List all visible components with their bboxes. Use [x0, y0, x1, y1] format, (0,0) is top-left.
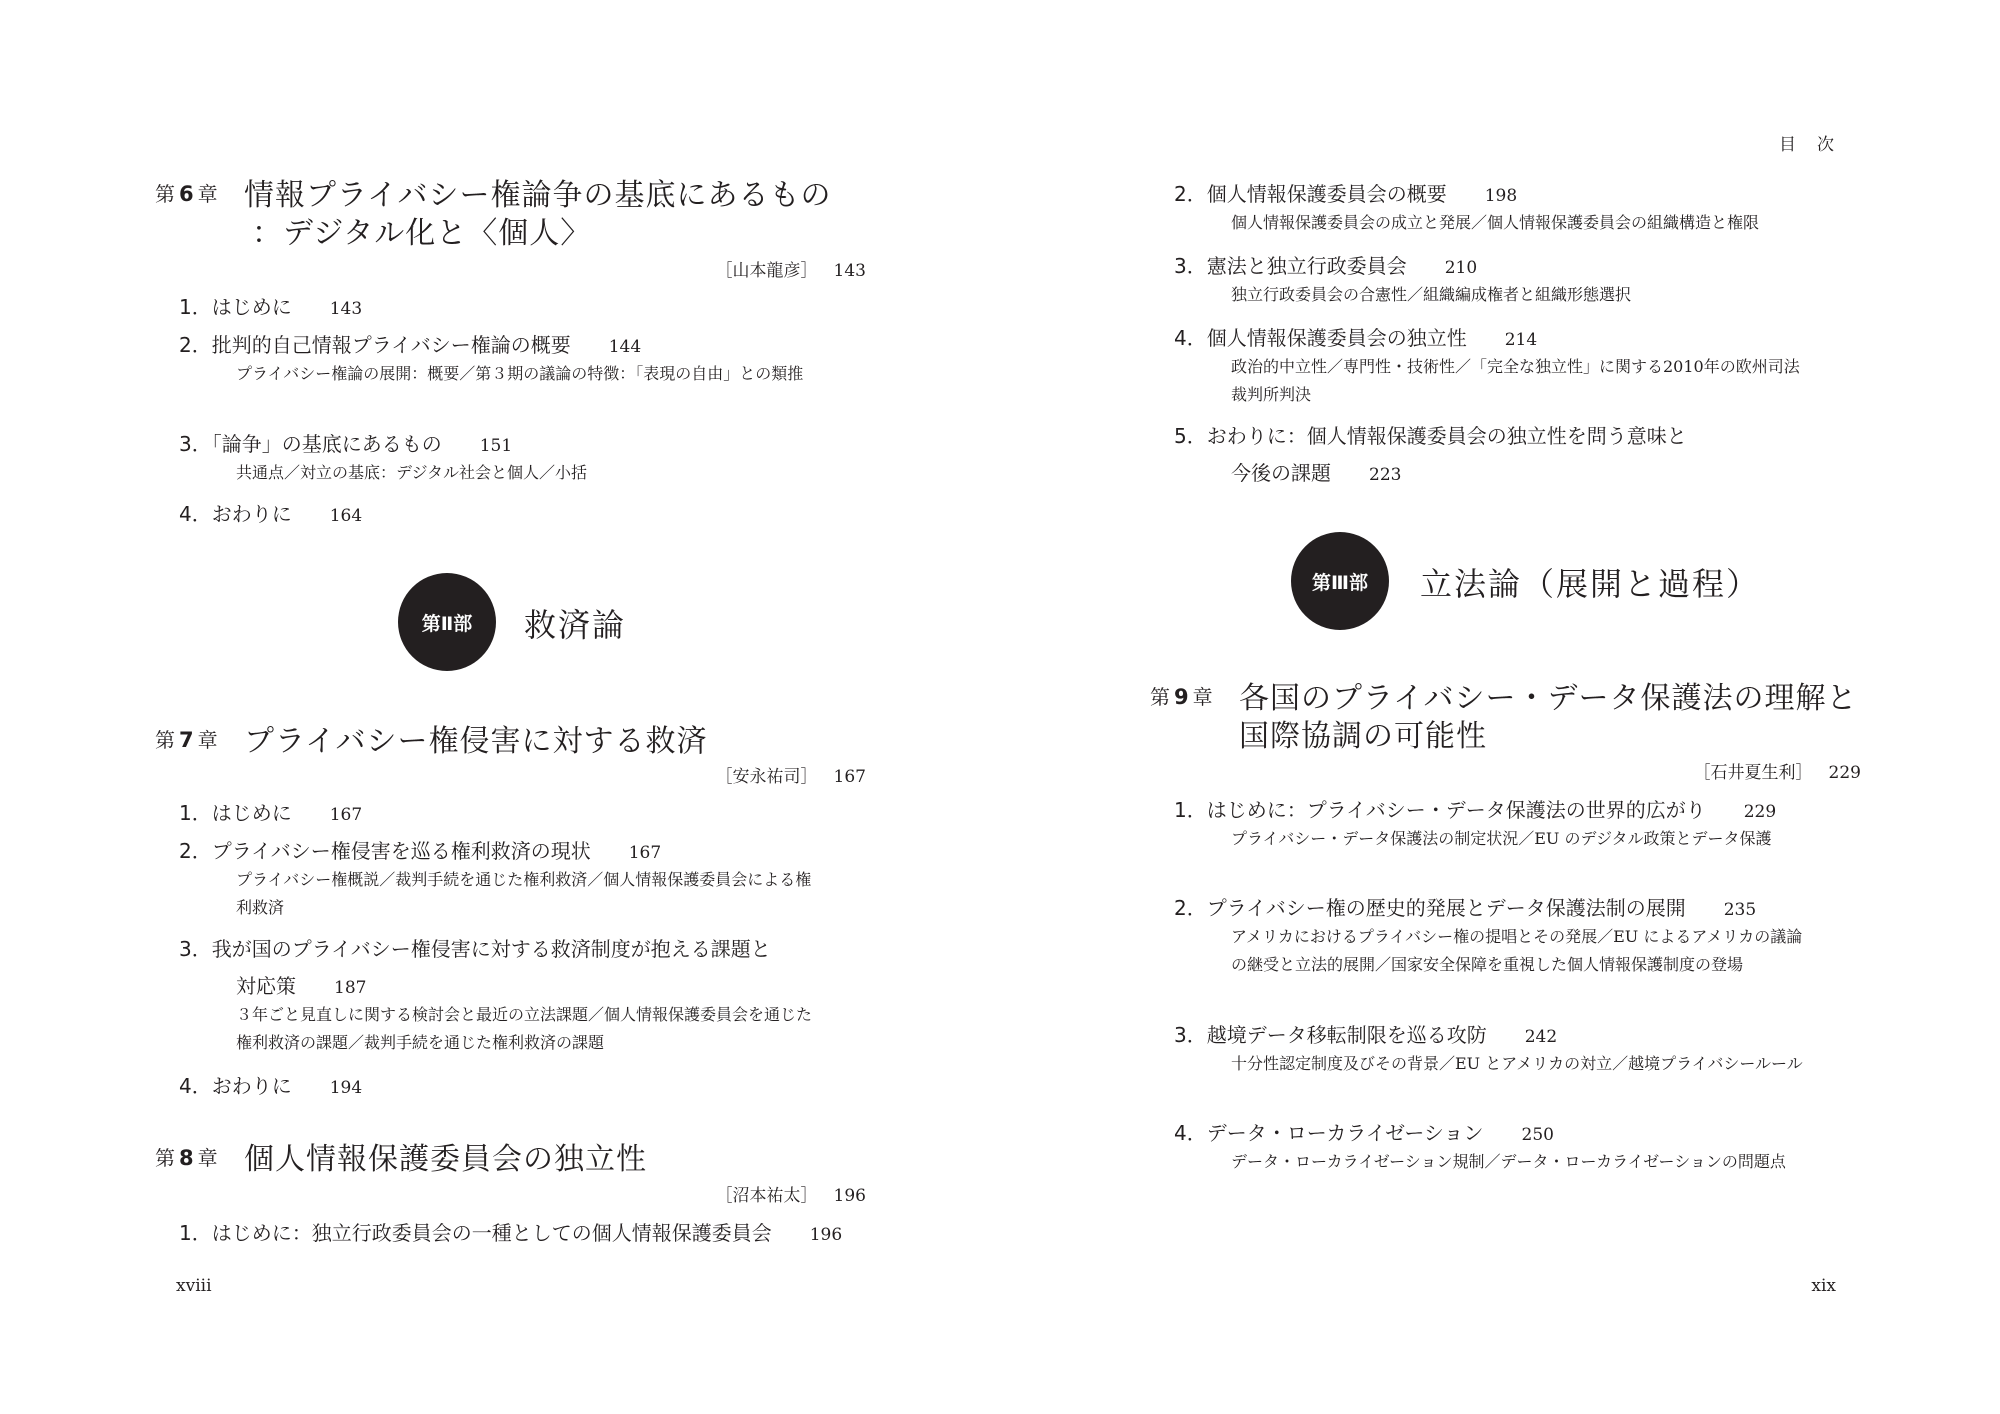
folio-right: xix [1811, 1276, 1836, 1296]
ch7-section-4: 4．おわりに 194 [179, 1074, 363, 1098]
ch6-section-2: 2．批判的自己情報プライバシー権論の概要 144 [179, 333, 642, 357]
folio-left: xviii [176, 1276, 212, 1296]
ch6-section-3: 3．「論争」の基底にあるもの 151 [179, 432, 513, 456]
chapter-7-page: 167 [833, 767, 866, 787]
ch9-section-4-subtopics: データ・ローカライゼーション規制／データ・ローカライゼーションの問題点 [1231, 1152, 1786, 1171]
ch7-section-2: 2．プライバシー権侵害を巡る権利救済の現状 167 [179, 839, 662, 863]
chapter-8-label: 第 8 章 [155, 1146, 218, 1170]
chapter-7-author: ［安永祐司］ 167 [715, 767, 866, 787]
ch6-section-2-subtopics: プライバシー権論の展開：概要／第３期の議論の特徴：「表現の自由」との類推 [236, 364, 804, 383]
ch6-section-3-subtopics: 共通点／対立の基底：デジタル社会と個人／小括 [236, 463, 588, 482]
chapter-9-author: ［石井夏生利］ 229 [1693, 763, 1861, 783]
ch6-section-1: 1．はじめに 143 [179, 295, 363, 319]
ch7-section-2-subtopics: プライバシー権概説／裁判手続を通じた権利救済／個人情報保護委員会による権利救済 [236, 870, 812, 917]
ch8-section-5: 5．おわりに：個人情報保護委員会の独立性を問う意味と [1174, 424, 1687, 448]
ch8-section-3-subtopics: 独立行政委員会の合憲性／組織編成権者と組織形態選択 [1231, 285, 1632, 304]
chapter-9-title-line1: 各国のプライバシー・データ保護法の理解と [1239, 681, 1858, 716]
chapter-9-page: 229 [1828, 763, 1861, 783]
ch7-section-3: 3．我が国のプライバシー権侵害に対する救済制度が抱える課題と [179, 937, 771, 961]
ch9-section-2: 2．プライバシー権の歴史的発展とデータ保護法制の展開 235 [1174, 896, 1757, 920]
chapter-6-title-line1: 情報プライバシー権論争の基底にあるもの [244, 178, 832, 213]
chapter-6-author: ［山本龍彦］ 143 [715, 261, 866, 281]
part-2-badge: 第Ⅱ部 [398, 573, 496, 671]
ch9-section-4: 4．データ・ローカライゼーション 250 [1174, 1121, 1554, 1145]
chapter-6-label: 第 6 章 [155, 182, 218, 206]
ch7-section-1: 1．はじめに 167 [179, 801, 363, 825]
ch8-section-2-subtopics: 個人情報保護委員会の成立と発展／個人情報保護委員会の組織構造と権限 [1231, 213, 1760, 232]
chapter-9-title-line2: 国際協調の可能性 [1239, 719, 1487, 754]
ch9-section-2-subtopics: アメリカにおけるプライバシー権の提唱とその発展／EU によるアメリカの議論の継受と立法的展開／国家安全保障を重視した個人情報保護制度の登場 [1231, 927, 1803, 974]
chapter-9-label: 第 9 章 [1150, 685, 1213, 709]
ch8-section-5-cont: 今後の課題 223 [1231, 461, 1402, 485]
ch8-section-2: 2．個人情報保護委員会の概要 198 [1174, 182, 1518, 206]
ch8-section-4: 4．個人情報保護委員会の独立性 214 [1174, 326, 1538, 350]
chapter-8-page: 196 [833, 1186, 866, 1206]
ch9-section-3: 3．越境データ移転制限を巡る攻防 242 [1174, 1023, 1558, 1047]
ch9-section-1-subtopics: プライバシー・データ保護法の制定状況／EU のデジタル政策とデータ保護 [1231, 829, 1772, 848]
running-head: 目 次 [1779, 135, 1836, 155]
part-3-title: 立法論（展開と過程） [1420, 565, 1761, 603]
chapter-6-title-line2: ：デジタル化と〈個人〉 [252, 216, 592, 251]
ch9-section-1: 1．はじめに：プライバシー・データ保護法の世界的広がり 229 [1174, 798, 1777, 822]
chapter-7-label: 第 7 章 [155, 728, 218, 752]
ch9-section-3-subtopics: 十分性認定制度及びその背景／EU とアメリカの対立／越境プライバシールール [1231, 1054, 1803, 1073]
chapter-7-title: プライバシー権侵害に対する救済 [244, 724, 708, 759]
ch6-section-4: 4．おわりに 164 [179, 502, 363, 526]
ch7-section-3-subtopics: ３年ごと見直しに関する検討会と最近の立法課題／個人情報保護委員会を通じた権利救済の課題／裁判手続を通じた権利救済の課題 [236, 1005, 813, 1052]
chapter-6-page: 143 [833, 261, 866, 281]
chapter-8-author: ［沼本祐太］ 196 [715, 1186, 866, 1206]
ch7-section-3-cont: 対応策 187 [236, 974, 367, 998]
part-2-title: 救済論 [524, 606, 627, 644]
ch8-section-3: 3．憲法と独立行政委員会 210 [1174, 254, 1478, 278]
ch8-section-4-subtopics: 政治的中立性／専門性・技術性／「完全な独立性」に関する2010年の欧州司法裁判所判決 [1231, 357, 1800, 404]
part-3-badge: 第Ⅲ部 [1291, 532, 1389, 630]
chapter-8-title: 個人情報保護委員会の独立性 [244, 1142, 647, 1177]
ch8-section-1: 1．はじめに：独立行政委員会の一種としての個人情報保護委員会 196 [179, 1221, 843, 1245]
